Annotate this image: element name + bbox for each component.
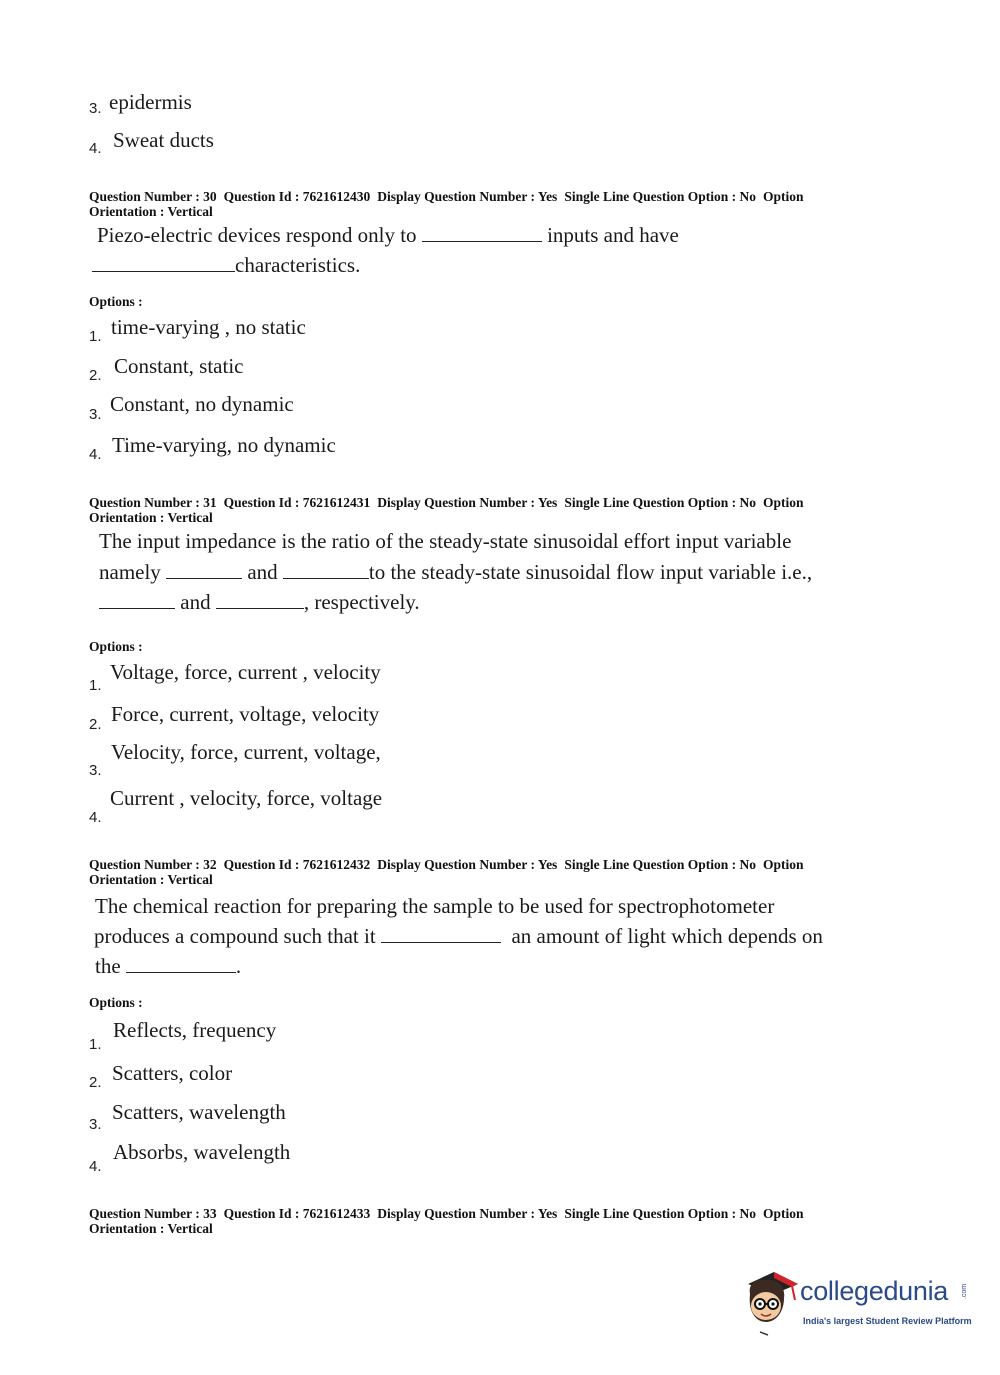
mascot-icon — [740, 1268, 802, 1338]
option-text: Scatters, color — [112, 1061, 233, 1085]
options-label: Options : — [89, 294, 143, 309]
question-text: The chemical reaction for preparing the sample to be used for spectrophotometer — [95, 894, 775, 918]
option-text: Current , velocity, force, voltage — [110, 786, 383, 810]
option-number: 3. — [89, 100, 102, 117]
option-text: Velocity, force, current, voltage, — [111, 740, 381, 764]
question-text-line3: the . — [95, 954, 242, 978]
collegedunia-logo — [740, 1268, 970, 1338]
options-label: Options : — [89, 995, 143, 1010]
option-number: 2. — [89, 1074, 102, 1091]
logo-suffix: .com — [961, 1283, 969, 1300]
option-text: Constant, no dynamic — [110, 392, 294, 416]
option-text: Sweat ducts — [113, 128, 214, 152]
option-text: Constant, static — [114, 354, 244, 378]
option-number: 3. — [89, 406, 102, 423]
logo-tagline: India's largest Student Review Platform — [803, 1316, 972, 1326]
option-text: Absorbs, wavelength — [113, 1140, 291, 1164]
question-meta: Question Number : 30 Question Id : 7621612430 Display Question Number : Yes Single Line Question Option : No Option Orientation : Vertical — [89, 189, 804, 219]
option-text: Scatters, wavelength — [112, 1100, 286, 1124]
option-number: 4. — [89, 140, 102, 157]
question-meta: Question Number : 33 Question Id : 7621612433 Display Question Number : Yes Single Line Question Option : No Option Orientation : Vertical — [89, 1206, 804, 1236]
question-meta: Question Number : 31 Question Id : 7621612431 Display Question Number : Yes Single Line Question Option : No Option Orientation : Vertical — [89, 495, 804, 525]
question-text: Piezo-electric devices respond only to inputs and have — [97, 223, 679, 247]
option-text: Force, current, voltage, velocity — [111, 702, 380, 726]
option-text: time-varying , no static — [111, 315, 306, 339]
question-text-line2: namely and to the steady-state sinusoidal flow input variable i.e., — [99, 560, 813, 584]
option-number: 4. — [89, 446, 102, 463]
option-number: 2. — [89, 367, 102, 384]
question-text-line2: produces a compound such that it an amount of light which depends on — [94, 924, 823, 948]
option-number: 1. — [89, 677, 102, 694]
option-number: 3. — [89, 1116, 102, 1133]
question-text: The input impedance is the ratio of the steady-state sinusoidal effort input variable — [99, 529, 792, 553]
question-text-line3: and , respectively. — [99, 587, 420, 617]
option-number: 4. — [89, 1158, 102, 1175]
option-number: 2. — [89, 716, 102, 733]
question-meta: Question Number : 32 Question Id : 7621612432 Display Question Number : Yes Single Line Question Option : No Option Orientation : Vertical — [89, 857, 804, 887]
options-label: Options : — [89, 639, 143, 654]
option-text: Voltage, force, current , velocity — [110, 660, 381, 684]
logo-wordmark: collegedunia — [800, 1276, 949, 1306]
option-number: 1. — [89, 328, 102, 345]
option-text: epidermis — [109, 90, 192, 114]
option-number: 4. — [89, 809, 102, 826]
question-text-line2: characteristics. — [92, 250, 360, 280]
option-text: Reflects, frequency — [113, 1018, 277, 1042]
option-number: 1. — [89, 1036, 102, 1053]
option-text: Time-varying, no dynamic — [112, 433, 336, 457]
option-number: 3. — [89, 762, 102, 779]
